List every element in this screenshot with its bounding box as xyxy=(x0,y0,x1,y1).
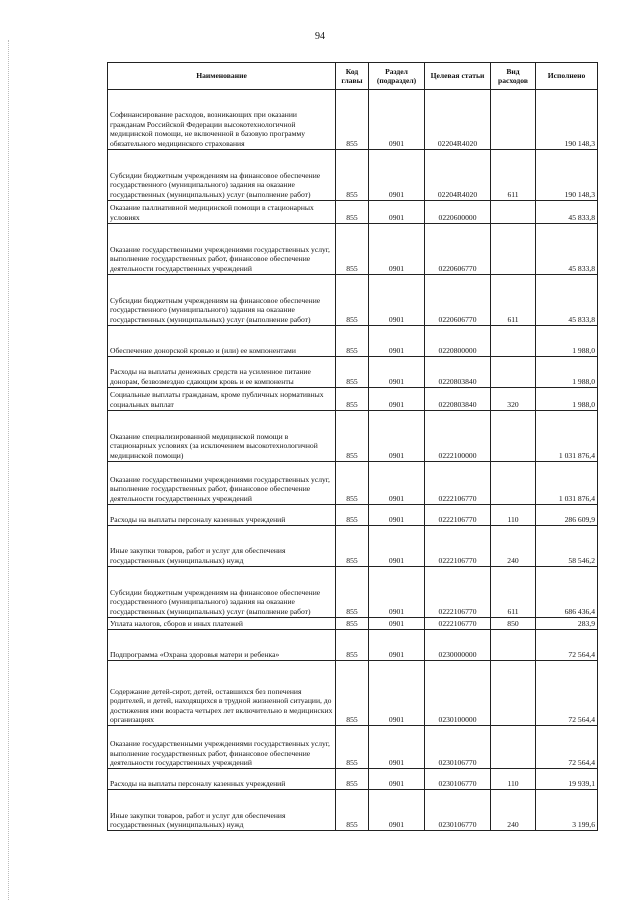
cell-section: 0901 xyxy=(369,357,425,388)
cell-name: Субсидии бюджетным учреждениям на финансовое обеспечение государственного (муниципального) задания на оказание государственных (муниципальных) услуг (выполнение работ) xyxy=(108,150,336,201)
cell-code: 855 xyxy=(336,726,369,769)
budget-table xyxy=(107,62,598,831)
table-row xyxy=(108,90,598,150)
cell-name: Иные закупки товаров, работ и услуг для обеспечения государственных (муниципальных) нужд xyxy=(108,526,336,567)
cell-name: Расходы на выплаты персоналу казенных учреждений xyxy=(108,505,336,526)
cell-code: 855 xyxy=(336,630,369,661)
cell-executed: 286 609,9 xyxy=(536,505,598,526)
cell-type xyxy=(491,224,536,275)
cell-target: 0220803840 xyxy=(425,357,491,388)
cell-code: 855 xyxy=(336,388,369,411)
table-row xyxy=(108,726,598,769)
cell-code: 855 xyxy=(336,505,369,526)
cell-name: Оказание государственными учреждениями государственных услуг, выполнение государственных работ, финансовое обеспечение деятельности государственных учреждений xyxy=(108,726,336,769)
cell-name: Оказание государственными учреждениями государственных услуг, выполнение государственных работ, финансовое обеспечение деятельности государственных учреждений xyxy=(108,224,336,275)
cell-section: 0901 xyxy=(369,567,425,618)
cell-code: 855 xyxy=(336,411,369,462)
cell-section: 0901 xyxy=(369,326,425,357)
table-row xyxy=(108,357,598,388)
cell-type: 240 xyxy=(491,526,536,567)
cell-section: 0901 xyxy=(369,411,425,462)
cell-code: 855 xyxy=(336,201,369,224)
table-row xyxy=(108,411,598,462)
table-row xyxy=(108,769,598,790)
cell-target: 0230000000 xyxy=(425,630,491,661)
cell-target: 0222106770 xyxy=(425,567,491,618)
table-row xyxy=(108,567,598,618)
cell-section: 0901 xyxy=(369,150,425,201)
cell-code: 855 xyxy=(336,224,369,275)
cell-target: 0230106770 xyxy=(425,769,491,790)
cell-target: 02204R4020 xyxy=(425,90,491,150)
cell-executed: 190 148,3 xyxy=(536,150,598,201)
table-row xyxy=(108,630,598,661)
table-row xyxy=(108,326,598,357)
table-row xyxy=(108,618,598,630)
cell-code: 855 xyxy=(336,769,369,790)
table-body xyxy=(108,90,598,831)
cell-target: 0222106770 xyxy=(425,526,491,567)
table-row xyxy=(108,526,598,567)
table-row xyxy=(108,224,598,275)
cell-executed: 58 546,2 xyxy=(536,526,598,567)
cell-section: 0901 xyxy=(369,388,425,411)
cell-executed: 190 148,3 xyxy=(536,90,598,150)
cell-type xyxy=(491,411,536,462)
header-name: Наименование xyxy=(108,63,336,90)
cell-executed: 72 564,4 xyxy=(536,661,598,726)
table-row xyxy=(108,505,598,526)
table-row xyxy=(108,462,598,505)
cell-target: 0220800000 xyxy=(425,326,491,357)
cell-type xyxy=(491,726,536,769)
cell-type: 611 xyxy=(491,567,536,618)
cell-section: 0901 xyxy=(369,275,425,326)
cell-name: Обеспечение донорской кровью и (или) ее компонентами xyxy=(108,326,336,357)
cell-type: 850 xyxy=(491,618,536,630)
table-row xyxy=(108,388,598,411)
cell-section: 0901 xyxy=(369,630,425,661)
cell-section: 0901 xyxy=(369,505,425,526)
header-target: Целевая статьи xyxy=(425,63,491,90)
cell-executed: 45 833,8 xyxy=(536,201,598,224)
cell-type: 240 xyxy=(491,790,536,831)
cell-name: Расходы на выплаты персоналу казенных учреждений xyxy=(108,769,336,790)
cell-section: 0901 xyxy=(369,661,425,726)
cell-target: 0220606770 xyxy=(425,275,491,326)
cell-section: 0901 xyxy=(369,618,425,630)
table-row xyxy=(108,275,598,326)
cell-section: 0901 xyxy=(369,462,425,505)
table-header-row xyxy=(108,63,598,90)
header-code: Код главы xyxy=(336,63,369,90)
table-row xyxy=(108,150,598,201)
cell-target: 0222106770 xyxy=(425,462,491,505)
cell-type xyxy=(491,630,536,661)
cell-type: 110 xyxy=(491,769,536,790)
cell-executed: 283,9 xyxy=(536,618,598,630)
cell-name: Иные закупки товаров, работ и услуг для обеспечения государственных (муниципальных) нужд xyxy=(108,790,336,831)
cell-section: 0901 xyxy=(369,769,425,790)
cell-type: 320 xyxy=(491,388,536,411)
cell-name: Субсидии бюджетным учреждениям на финансовое обеспечение государственного (муниципального) задания на оказание государственных (муниципальных) услуг (выполнение работ) xyxy=(108,567,336,618)
cell-code: 855 xyxy=(336,618,369,630)
cell-target: 0220600000 xyxy=(425,201,491,224)
page-number: 94 xyxy=(315,31,325,42)
cell-type xyxy=(491,201,536,224)
cell-target: 02204R4020 xyxy=(425,150,491,201)
cell-code: 855 xyxy=(336,526,369,567)
cell-type xyxy=(491,357,536,388)
cell-section: 0901 xyxy=(369,224,425,275)
cell-code: 855 xyxy=(336,661,369,726)
cell-executed: 1 031 876,4 xyxy=(536,411,598,462)
cell-name: Социальные выплаты гражданам, кроме публичных нормативных социальных выплат xyxy=(108,388,336,411)
cell-type xyxy=(491,326,536,357)
cell-executed: 72 564,4 xyxy=(536,630,598,661)
cell-executed: 19 939,1 xyxy=(536,769,598,790)
cell-executed: 1 988,0 xyxy=(536,326,598,357)
cell-code: 855 xyxy=(336,357,369,388)
table-row xyxy=(108,661,598,726)
cell-name: Оказание государственными учреждениями государственных услуг, выполнение государственных работ, финансовое обеспечение деятельности государственных учреждений xyxy=(108,462,336,505)
cell-executed: 72 564,4 xyxy=(536,726,598,769)
cell-type: 611 xyxy=(491,150,536,201)
table-row xyxy=(108,790,598,831)
table-row xyxy=(108,201,598,224)
cell-executed: 3 199,6 xyxy=(536,790,598,831)
cell-code: 855 xyxy=(336,326,369,357)
cell-code: 855 xyxy=(336,567,369,618)
cell-section: 0901 xyxy=(369,90,425,150)
scan-edge xyxy=(8,40,10,900)
header-section: Раздел (подраздел) xyxy=(369,63,425,90)
cell-executed: 45 833,8 xyxy=(536,275,598,326)
cell-target: 0222106770 xyxy=(425,505,491,526)
cell-target: 0230100000 xyxy=(425,661,491,726)
cell-code: 855 xyxy=(336,150,369,201)
cell-target: 0220606770 xyxy=(425,224,491,275)
cell-name: Субсидии бюджетным учреждениям на финансовое обеспечение государственного (муниципального) задания на оказание государственных (муниципальных) услуг (выполнение работ) xyxy=(108,275,336,326)
cell-section: 0901 xyxy=(369,526,425,567)
cell-name: Оказание специализированной медицинской помощи в стационарных условиях (за исключением высокотехнологичной медицинской помощи) xyxy=(108,411,336,462)
cell-executed: 45 833,8 xyxy=(536,224,598,275)
cell-type xyxy=(491,661,536,726)
cell-name: Расходы на выплаты денежных средств на усиленное питание донорам, безвозмездно сдающим кровь и ее компоненты xyxy=(108,357,336,388)
cell-name: Оказание паллиативной медицинской помощи в стационарных условиях xyxy=(108,201,336,224)
header-type: Вид расходов xyxy=(491,63,536,90)
cell-target: 0230106770 xyxy=(425,726,491,769)
cell-executed: 686 436,4 xyxy=(536,567,598,618)
cell-name: Содержание детей-сирот, детей, оставшихся без попечения родителей, и детей, находящихся в трудной жизненной ситуации, до достижения ими возраста четырех лет включительно в медицинских организациях xyxy=(108,661,336,726)
cell-name: Подпрограмма «Охрана здоровья матери и ребенка» xyxy=(108,630,336,661)
cell-code: 855 xyxy=(336,90,369,150)
cell-type xyxy=(491,90,536,150)
cell-section: 0901 xyxy=(369,790,425,831)
cell-code: 855 xyxy=(336,462,369,505)
cell-name: Софинансирование расходов, возникающих при оказании гражданам Российской Федерации высокотехнологичной медицинской помощи, не включенной в базовую программу обязательного медицинского страхования xyxy=(108,90,336,150)
cell-target: 0230106770 xyxy=(425,790,491,831)
cell-name: Уплата налогов, сборов и иных платежей xyxy=(108,618,336,630)
cell-code: 855 xyxy=(336,790,369,831)
cell-section: 0901 xyxy=(369,201,425,224)
cell-target: 0220803840 xyxy=(425,388,491,411)
cell-type: 110 xyxy=(491,505,536,526)
cell-executed: 1 988,0 xyxy=(536,388,598,411)
cell-executed: 1 988,0 xyxy=(536,357,598,388)
header-executed: Исполнено xyxy=(536,63,598,90)
cell-type xyxy=(491,462,536,505)
cell-code: 855 xyxy=(336,275,369,326)
cell-section: 0901 xyxy=(369,726,425,769)
cell-executed: 1 031 876,4 xyxy=(536,462,598,505)
cell-type: 611 xyxy=(491,275,536,326)
cell-target: 0222106770 xyxy=(425,618,491,630)
cell-target: 0222100000 xyxy=(425,411,491,462)
